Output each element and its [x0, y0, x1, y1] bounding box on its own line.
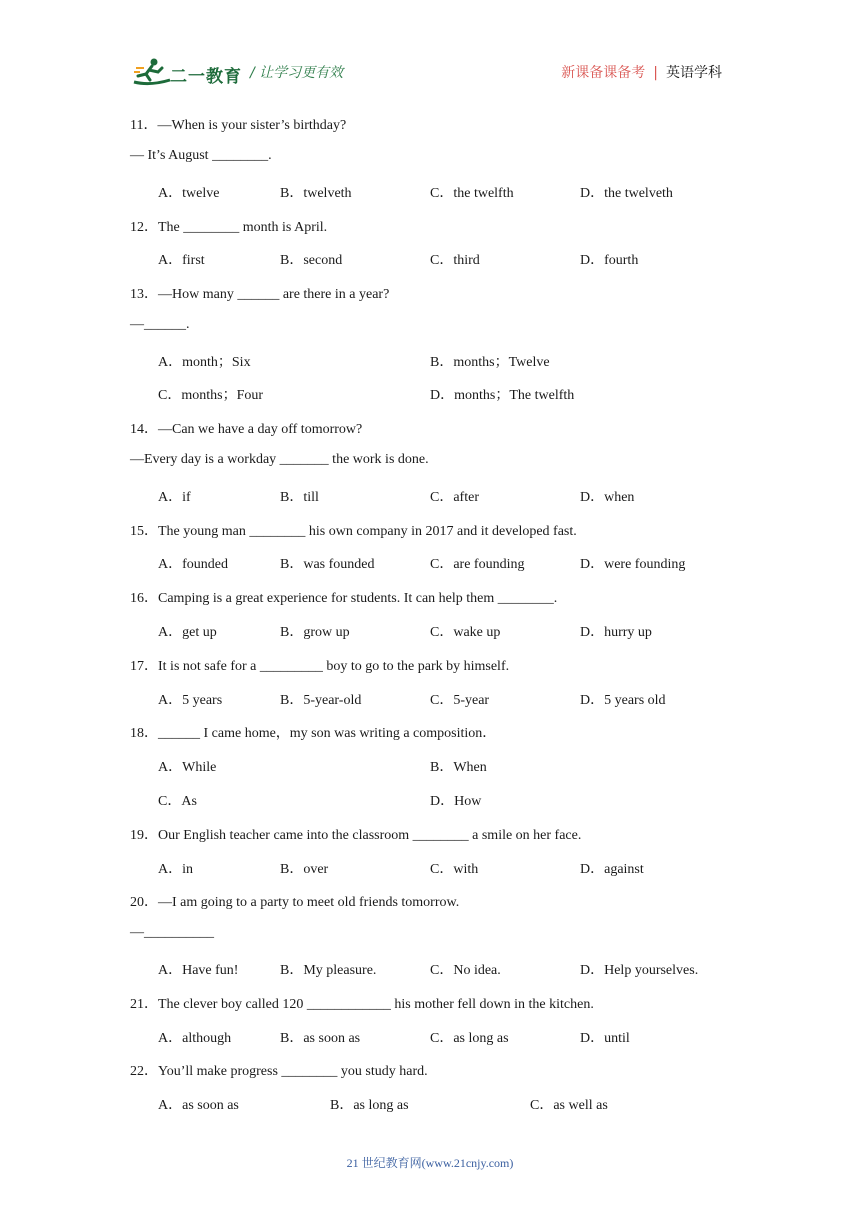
option: A．as soon as	[158, 1098, 239, 1113]
option: B．When	[430, 760, 487, 775]
page-header	[0, 0, 860, 100]
option: C．No idea.	[430, 963, 501, 978]
option: B．was founded	[280, 557, 375, 572]
slogan: / 让学习更有效	[250, 65, 344, 81]
option: B．till	[280, 490, 319, 505]
option: A．although	[158, 1031, 232, 1046]
option: A．While	[158, 760, 217, 775]
page-footer: 21 世纪教育网(www.21cnjy.com)	[346, 1156, 514, 1170]
question-stem: 12．The ________ month is April.	[130, 220, 328, 235]
question-stem: 16．Camping is a great experience for students. It can help them ________.	[130, 591, 558, 606]
option: C．as well as	[530, 1098, 608, 1113]
logo-text: 二一教育	[170, 67, 242, 87]
option: D．when	[580, 490, 635, 505]
option: A．get up	[158, 625, 217, 640]
option: C．months；Four	[158, 388, 264, 403]
question-stem: 21．The clever boy called 120 ____________ his mother fell down in the kitchen.	[130, 997, 594, 1012]
option: A．if	[158, 490, 191, 505]
option: B．over	[280, 862, 329, 877]
option: D．How	[430, 794, 482, 809]
question-stem: 20．—I am going to a party to meet old friends tomorrow.	[130, 895, 460, 910]
question-stem: 14．—Can we have a day off tomorrow?	[130, 422, 363, 437]
option: D．5 years old	[580, 693, 666, 708]
question-stem: 19．Our English teacher came into the classroom ________ a smile on her face.	[130, 828, 582, 843]
option: B．as long as	[330, 1098, 409, 1113]
option: D．Help yourselves.	[580, 963, 699, 978]
option: B．My pleasure.	[280, 963, 377, 978]
option: A．Have fun!	[158, 963, 239, 978]
option: C．with	[430, 862, 479, 877]
question-stem: — It’s August ________.	[130, 148, 272, 163]
question-stem: —Every day is a workday _______ the work is done.	[130, 452, 429, 467]
option: C．As	[158, 794, 197, 809]
option: B．months；Twelve	[430, 355, 550, 370]
option: D．until	[580, 1031, 630, 1046]
option: B．second	[280, 253, 343, 268]
option: C．5-year	[430, 693, 490, 708]
header-subject	[561, 62, 722, 82]
option: A．twelve	[158, 186, 220, 201]
question-stem: 11．—When is your sister’s birthday?	[130, 118, 347, 133]
option: D．were founding	[580, 557, 686, 572]
header-subject-label: 英语学科	[666, 65, 722, 81]
option: C．as long as	[430, 1031, 509, 1046]
header-course-label: 新课备课备考	[561, 65, 646, 81]
option: B．grow up	[280, 625, 350, 640]
question-stem: 17．It is not safe for a _________ boy to go to the park by himself.	[130, 659, 510, 674]
question-stem: 15．The young man ________ his own company in 2017 and it developed fast.	[130, 524, 577, 539]
option: D．fourth	[580, 253, 639, 268]
option: A．in	[158, 862, 193, 877]
option: C．the twelfth	[430, 186, 514, 201]
question-stem: 22．You’ll make progress ________ you study hard.	[130, 1064, 428, 1079]
option: C．are founding	[430, 557, 525, 572]
header-divider: |	[653, 65, 658, 81]
option: B．as soon as	[280, 1031, 361, 1046]
question-stem: —__________	[130, 925, 214, 940]
option: D．months；The twelfth	[430, 388, 575, 403]
option: C．third	[430, 253, 480, 268]
option: D．the twelveth	[580, 186, 673, 201]
option: A．5 years	[158, 693, 223, 708]
option: A．founded	[158, 557, 228, 572]
option: A．first	[158, 253, 205, 268]
question-stem: 13．—How many ______ are there in a year?	[130, 287, 390, 302]
option: D．against	[580, 862, 644, 877]
option: A．month；Six	[158, 355, 251, 370]
option: B．5-year-old	[280, 693, 362, 708]
option: B．twelveth	[280, 186, 352, 201]
option: D．hurry up	[580, 625, 652, 640]
option: C．wake up	[430, 625, 501, 640]
option: C．after	[430, 490, 479, 505]
question-stem: 18．______ I came home，my son was writing a composition．	[130, 726, 497, 741]
question-stem: —______.	[130, 317, 190, 332]
